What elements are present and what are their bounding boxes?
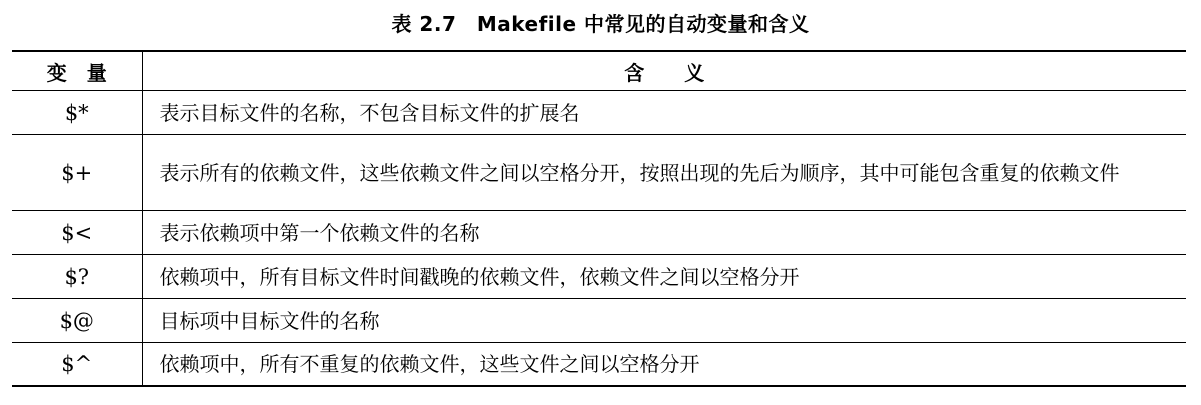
meaning-cell: 依赖项中，所有不重复的依赖文件，这些文件之间以空格分开 (142, 343, 1186, 387)
table-row (12, 299, 1186, 343)
header-meaning: 含 义 (142, 51, 1186, 91)
table-row (12, 343, 1186, 387)
variable-cell: $^ (12, 343, 142, 387)
variable-cell: $< (12, 211, 142, 255)
table-row (12, 255, 1186, 299)
variable-cell: $+ (12, 135, 142, 211)
automatic-variables-table (12, 50, 1186, 387)
meaning-cell: 表示目标文件的名称，不包含目标文件的扩展名 (142, 91, 1186, 135)
table-row (12, 91, 1186, 135)
meaning-cell: 表示所有的依赖文件，这些依赖文件之间以空格分开，按照出现的先后为顺序，其中可能包含重复的依赖文件 (142, 135, 1186, 211)
meaning-cell: 表示依赖项中第一个依赖文件的名称 (142, 211, 1186, 255)
meaning-cell: 目标项中目标文件的名称 (142, 299, 1186, 343)
table-row (12, 135, 1186, 211)
meaning-cell: 依赖项中，所有目标文件时间戳晚的依赖文件，依赖文件之间以空格分开 (142, 255, 1186, 299)
variable-cell: $* (12, 91, 142, 135)
table-caption: 表 2.7 Makefile 中常见的自动变量和含义 (391, 12, 810, 36)
variable-cell: $@ (12, 299, 142, 343)
variable-cell: $? (12, 255, 142, 299)
table-row (12, 211, 1186, 255)
table-header-row (12, 51, 1186, 91)
header-variable: 变 量 (12, 51, 142, 91)
